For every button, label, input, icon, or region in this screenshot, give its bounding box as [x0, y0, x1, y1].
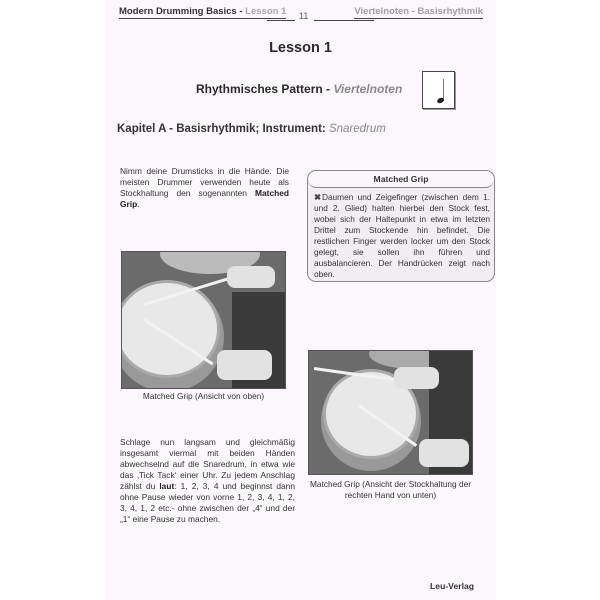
intro-paragraph — [120, 166, 289, 210]
photo-matched-grip-top-view — [121, 251, 286, 389]
info-box-title: Matched Grip — [308, 171, 494, 188]
pattern-label: Rhythmisches Pattern - — [196, 82, 334, 96]
chapter-heading — [117, 123, 386, 135]
header-section-ref: Viertelnoten - Basisrhythmik — [354, 6, 483, 17]
pattern-name: Viertelnoten — [333, 82, 403, 96]
figure-caption-2: Matched Grip (Ansicht der Stockhaltung der rechten Hand von unten) — [310, 479, 471, 500]
publisher-name: Leu-Verlag — [430, 581, 474, 591]
header-rule-right — [314, 20, 374, 21]
header-lesson-ref: Lesson 1 — [245, 6, 287, 17]
exercise-text-a: Schlage nun langsam und gleichmäßig insgesamt viermal mit beiden Händen abwechselnd auf die Snaredrum, in etwa wie das ‚Tick Tack‘ einer Uhr. Zu jedem Anschlag zählst du — [120, 437, 295, 491]
header-separator: - — [236, 6, 246, 17]
book-page — [105, 0, 496, 600]
exercise-bold-term: laut — [159, 481, 175, 491]
running-header — [119, 6, 483, 22]
hand-left — [227, 266, 275, 288]
figure-caption-1: Matched Grip (Ansicht von oben) — [142, 391, 265, 401]
header-book-title — [119, 6, 286, 19]
matched-grip-info-box — [307, 170, 495, 282]
hand-bottom — [419, 439, 469, 467]
quarter-note-icon — [422, 71, 455, 109]
exercise-text-b: : 1, 2, 3, 4 und beginnst dann ohne Pause wieder von vorne 1, 2, 3, 4, 1, 2, 3, 4, 1, 2 etc.- ohne zwischen der „4“ und der „1“ eine Pause zu machen. — [120, 481, 295, 524]
hand-right — [217, 350, 272, 380]
note-head — [436, 97, 444, 104]
info-box-body: Daumen und Zeigefinger (zwischen dem 1. und 2. Glied) halten hierbei den Stock fest, wobei sich der Haltepunkt in etwa im letzten Drittel zum Stockende hin befindet. Die restlichen Finger werden locker um den Stock gelegt, sie sollen ihn führen und ausbalancieren. Der Handrücken zeigt nach oben. — [314, 192, 490, 279]
chapter-label: Kapitel A - Basisrhythmik; Instrument: — [117, 123, 329, 135]
book-title: Modern Drumming Basics — [119, 6, 237, 17]
header-rule-left — [267, 20, 295, 21]
intro-end: . — [137, 199, 140, 209]
info-box-text — [314, 192, 490, 280]
chapter-instrument: Snaredrum — [328, 123, 386, 135]
intro-bold-term: Matched Grip — [120, 188, 289, 209]
photo-matched-grip-bottom-view — [308, 350, 473, 475]
page-number: 11 — [299, 11, 309, 21]
exercise-paragraph — [120, 437, 295, 525]
intro-text: Nimm deine Drumsticks in die Hände. Die meisten Drummer verwenden heute als Stockhaltung den sogenannten — [120, 166, 289, 198]
cross-bullet-icon: ✖ — [314, 192, 321, 202]
pattern-title — [196, 82, 402, 96]
hand-top — [394, 367, 439, 389]
lesson-title: Lesson 1 — [269, 40, 332, 56]
